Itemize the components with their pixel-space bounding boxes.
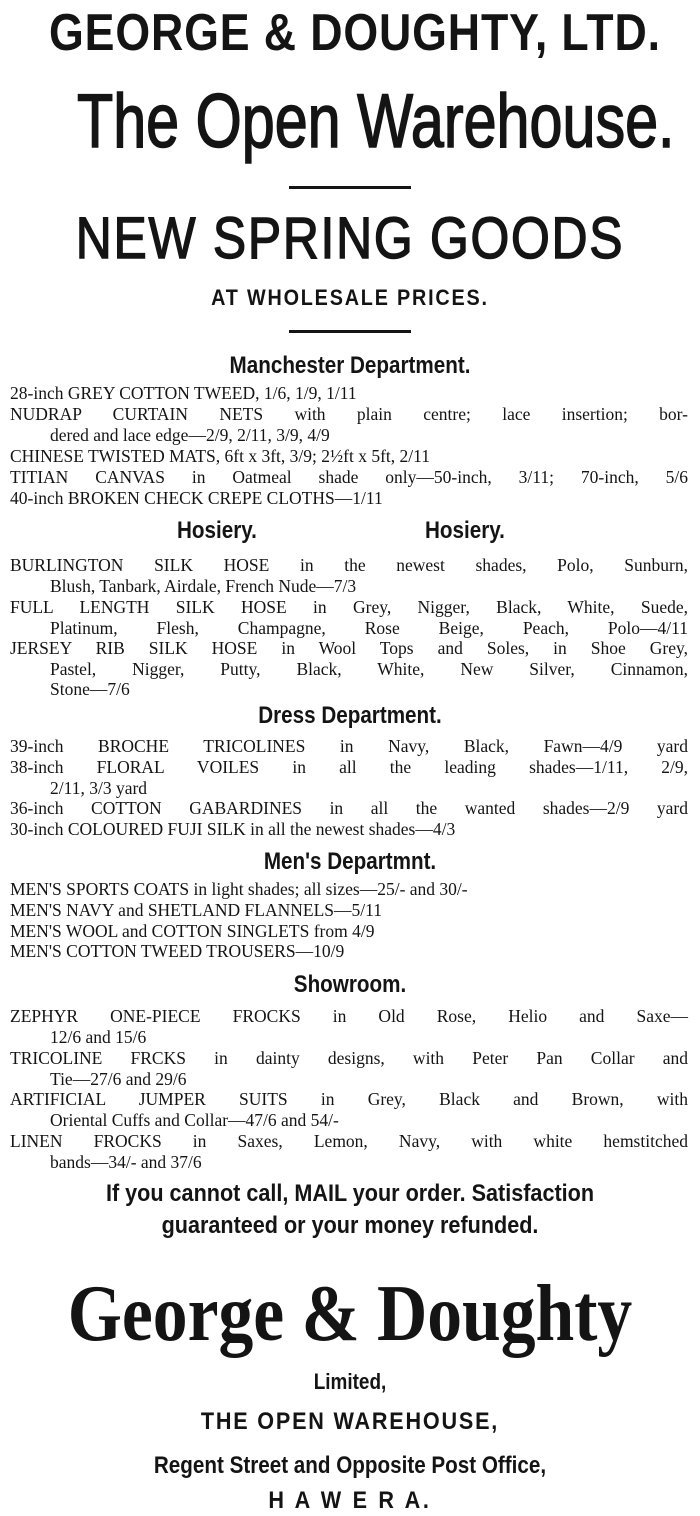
list-item: MEN'S COTTON TWEED TROUSERS—10/9 (10, 941, 345, 961)
list-item: 28-inch GREY COTTON TWEED, 1/6, 1/9, 1/11 (10, 383, 357, 403)
list-item: MEN'S SPORTS COATS in light shades; all sizes—25/- and 30/- (10, 879, 468, 899)
list-item: 39-inch BROCHE TRICOLINES in Navy, Black, Fawn—4/9 yard (10, 736, 688, 756)
address-line: Regent Street and Opposite Post Office, (153, 1452, 547, 1479)
list-item: NUDRAP CURTAIN NETS with plain centre; lace insertion; bor- dered and lace edge—2/9, 2/11, 3/9, 4/9 (10, 404, 688, 445)
list-item: 38-inch FLORAL VOILES in all the leading shades—1/11, 2/9, 2/11, 3/3 yard (10, 757, 688, 798)
list-item: ZEPHYR ONE-PIECE FROCKS in Old Rose, Helio and Saxe— 12/6 and 15/6 (10, 1006, 688, 1047)
hosiery-heading-left: Hosiery. (177, 517, 257, 544)
limited-label: Limited, (313, 1369, 387, 1394)
company-heading: GEORGE & DOUGHTY, LTD. (49, 4, 661, 62)
list-item: CHINESE TWISTED MATS, 6ft x 3ft, 3/9; 2½ft x 5ft, 2/11 (10, 446, 430, 466)
dress-heading: Dress Department. (258, 702, 442, 729)
town-name: H A W E R A. (268, 1487, 432, 1514)
company-name-display: George & Doughty (67, 1270, 633, 1358)
list-item: MEN'S WOOL and COTTON SINGLETS from 4/9 (10, 921, 375, 941)
list-item: LINEN FROCKS in Saxes, Lemon, Navy, with white hemstitched bands—34/- and 37/6 (10, 1131, 688, 1172)
mail-notice-line-1: If you cannot call, MAIL your order. Satisfaction (105, 1180, 595, 1207)
list-item: MEN'S NAVY and SHETLAND FLANNELS—5/11 (10, 900, 382, 920)
list-item: JERSEY RIB SILK HOSE in Wool Tops and Soles, in Shoe Grey, Pastel, Nigger, Putty, Black, White, New Silver, Cinnamon, Stone—7/6 (10, 638, 688, 699)
hosiery-heading-right: Hosiery. (425, 517, 505, 544)
mens-heading: Men's Departmnt. (263, 848, 437, 875)
headline: NEW SPRING GOODS (75, 206, 625, 271)
list-item: FULL LENGTH SILK HOSE in Grey, Nigger, Black, White, Suede, Platinum, Flesh, Champagne, Rose Beige, Peach, Polo—4/11 (10, 597, 688, 638)
mail-notice-line-2: guaranteed or your money refunded. (161, 1212, 539, 1239)
list-item: TRICOLINE FRCKS in dainty designs, with Peter Pan Collar and Tie—27/6 and 29/6 (10, 1048, 688, 1089)
list-item: BURLINGTON SILK HOSE in the newest shades, Polo, Sunburn, Blush, Tanbark, Airdale, French Nude—7/3 (10, 555, 688, 596)
list-item: 30-inch COLOURED FUJI SILK in all the newest shades—4/3 (10, 819, 456, 839)
list-item: TITIAN CANVAS in Oatmeal shade only—50-inch, 3/11; 70-inch, 5/6 (10, 467, 688, 487)
list-item: ARTIFICIAL JUMPER SUITS in Grey, Black and Brown, with Oriental Cuffs and Collar—47/6 and 54/- (10, 1089, 688, 1130)
warehouse-label: THE OPEN WAREHOUSE, (200, 1408, 500, 1435)
divider-rule-mid (289, 330, 411, 333)
tagline-heading: The Open Warehouse. (77, 79, 675, 164)
divider-rule-top (289, 186, 411, 189)
manchester-heading: Manchester Department. (229, 352, 471, 379)
list-item: 36-inch COTTON GABARDINES in all the wanted shades—2/9 yard (10, 798, 688, 818)
showroom-heading: Showroom. (293, 971, 407, 998)
subheadline: AT WHOLESALE PRICES. (211, 285, 489, 310)
list-item: 40-inch BROKEN CHECK CREPE CLOTHS—1/11 (10, 488, 383, 508)
